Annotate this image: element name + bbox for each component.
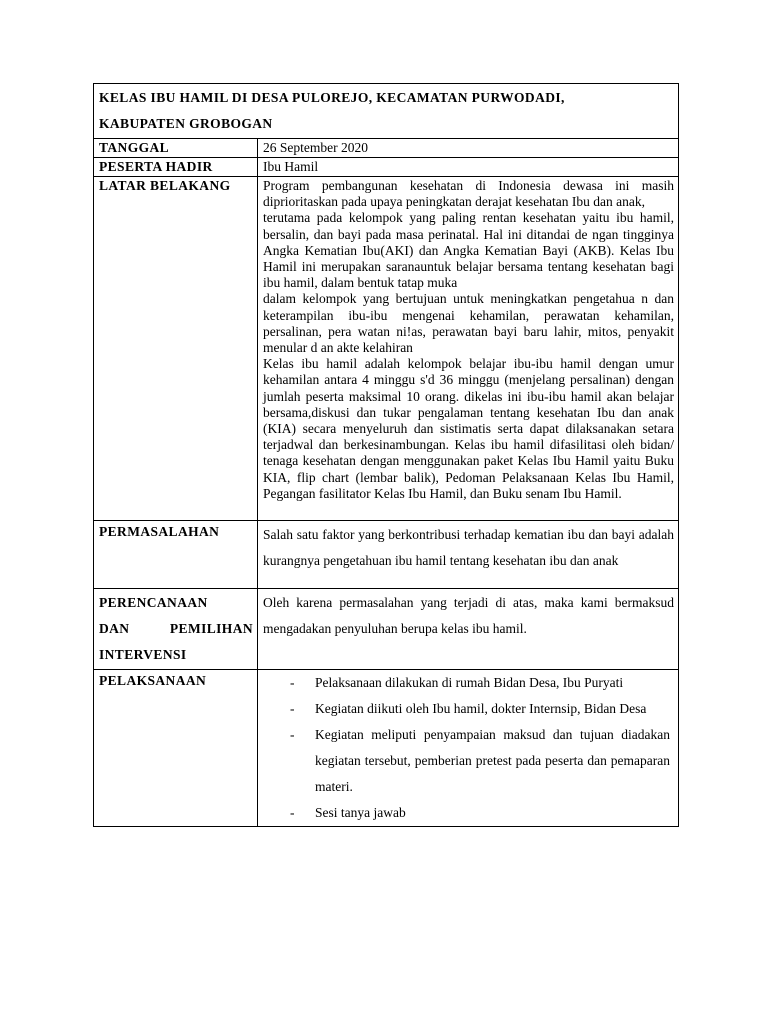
latar-paragraph-2: terutama pada kelompok yang paling rentan kesehatan yaitu ibu hamil, bersalin, dan bayi pada masa perinatal. Hal ini ditandai de ngan tingginya Angka Kematian Ibu(AKI) dan Angka Kematian Bayi (AKB). Kelas Ibu Hamil ini merupakan saranauntuk belajar bersama tentang kesehatan bagi ibu hamil, dalam bentuk tatap muka	[263, 210, 675, 291]
report-table	[93, 83, 679, 827]
perencanaan-label	[94, 589, 258, 670]
pelaksanaan-label: PELAKSANAAN	[94, 670, 258, 827]
latar-label: LATAR BELAKANG	[94, 177, 258, 521]
report-title	[94, 84, 679, 139]
title-line-1: KELAS IBU HAMIL DI DESA PULOREJO, KECAMATAN PURWODADI,	[99, 90, 565, 105]
perencanaan-row	[94, 589, 679, 670]
document-page	[93, 83, 678, 827]
list-item: - Pelaksanaan dilakukan di rumah Bidan Desa, Ibu Puryati	[290, 670, 670, 696]
perencanaan-label-word-4: INTERVENSI	[99, 647, 187, 663]
perencanaan-label-word-1: PERENCANAAN	[99, 595, 208, 611]
latar-paragraph-3: dalam kelompok yang bertujuan untuk meningkatkan pengetahua n dan keterampilan ibu-ibu mengenai kehamilan, perawatan kehamilan, persalinan, pera watan ni!as, perawatan bayi baru lahir, mitos, penyakit menular d an akte kelahiran	[263, 291, 675, 356]
perencanaan-value: Oleh karena permasalahan yang terjadi di atas, maka kami bermaksud mengadakan penyuluhan berupa kelas ibu hamil.	[258, 589, 679, 670]
tanggal-row	[94, 139, 679, 158]
title-line-2: KABUPATEN GROBOGAN	[99, 116, 273, 131]
pelaksanaan-row	[94, 670, 679, 827]
latar-paragraph-4: Kelas ibu hamil adalah kelompok belajar ibu-ibu hamil dengan umur kehamilan antara 4 minggu s'd 36 minggu (menjelang persalinan) dengan jumlah peserta maksimal 10 orang. dikelas ini ibu-ibu hamil akan belajar bersama,diskusi dan tukar pengalaman tentang kesehatan Ibu dan anak (KIA) secara menyeluruh dan sistimatis serta dapat dilaksanakan setara terjadwal dan berkesinambungan. Kelas ibu hamil difasilitasi oleh bidan/ tenaga kesehatan dengan menggunakan paket Kelas Ibu Hamil yaitu Buku KIA, flip chart (lembar balik), Pedoman Pelaksanaan Kelas Ibu Hamil, Pegangan fasilitator Kelas Ibu Hamil, dan Buku senam Ibu Hamil.	[263, 356, 675, 501]
title-row	[94, 84, 679, 139]
tanggal-label: TANGGAL	[94, 139, 258, 158]
tanggal-value: 26 September 2020	[258, 139, 679, 158]
perencanaan-label-word-2: DAN	[99, 621, 130, 637]
list-item: - Kegiatan meliputi penyampaian maksud dan tujuan diadakan kegiatan tersebut, pemberian pretest pada peserta dan pemaparan materi.	[290, 722, 670, 800]
peserta-row	[94, 158, 679, 177]
permasalahan-label: PERMASALAHAN	[94, 521, 258, 589]
pelaksanaan-value	[258, 670, 679, 827]
peserta-label: PESERTA HADIR	[94, 158, 258, 177]
latar-value	[258, 177, 679, 521]
pelaksanaan-list	[263, 670, 674, 826]
list-item: - Sesi tanya jawab	[290, 800, 670, 826]
permasalahan-row	[94, 521, 679, 589]
list-item: - Kegiatan diikuti oleh Ibu hamil, dokter Internsip, Bidan Desa	[290, 696, 670, 722]
latar-paragraph-1: Program pembangunan kesehatan di Indonesia dewasa ini masih diprioritaskan pada upaya peningkatan derajat kesehatan Ibu dan anak,	[263, 178, 675, 210]
permasalahan-value: Salah satu faktor yang berkontribusi terhadap kematian ibu dan bayi adalah kurangnya pengetahuan ibu hamil tentang kesehatan ibu dan anak	[258, 521, 679, 589]
latar-row	[94, 177, 679, 521]
peserta-value: Ibu Hamil	[258, 158, 679, 177]
perencanaan-label-word-3: PEMILIHAN	[169, 621, 253, 637]
